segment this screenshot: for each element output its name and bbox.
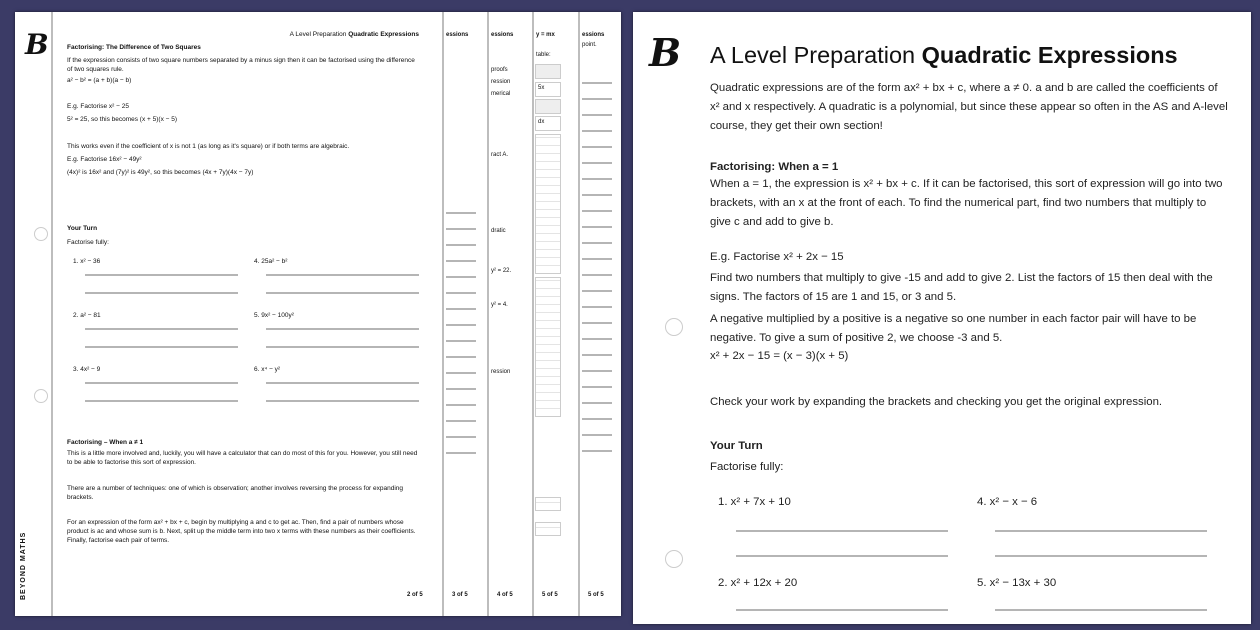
example: E.g. Factorise x² + 2x − 15: [710, 251, 844, 263]
answer-line: [582, 194, 612, 196]
answer-line: [582, 386, 612, 388]
answer-line: [266, 274, 419, 276]
question: 3. 4x² − 9: [73, 366, 101, 373]
page-title: A Level Preparation Quadratic Expressions: [710, 42, 1178, 68]
text-fragment: y² = 22.: [491, 268, 512, 274]
page-edge: [487, 12, 489, 616]
paragraph: Check your work by expanding the brackets and checking you get the original expression.: [710, 396, 1163, 408]
text-fragment: 5x: [538, 85, 545, 91]
answer-line: [582, 178, 612, 180]
question: 5. x² − 13x + 30: [977, 577, 1057, 589]
answer-line: [446, 404, 476, 406]
question: 4. x² − x − 6: [977, 496, 1038, 508]
paragraph: When a = 1, the expression is x² + bx + c. If it can be factorised, this sort of expression will go into two brackets, with an x at the front of each. To find the numerical part, find two numbers that multiply to give c and add to give b.: [710, 178, 1223, 228]
answer-line: [266, 400, 419, 402]
answer-line: [446, 436, 476, 438]
section-title: Factorising: The Difference of Two Squares: [67, 44, 201, 51]
brand-wordmark: BEYOND MATHS: [20, 531, 27, 600]
instruction: Factorise fully:: [67, 239, 109, 246]
page-number: 2 of 5: [407, 592, 423, 598]
text-fragment: ract A.: [491, 152, 509, 158]
page-number: 5 of 5: [542, 592, 558, 598]
paragraph: There are a number of techniques: one of which is observation; another involves reversing the process for expanding brackets.: [67, 485, 404, 501]
answer-line: [446, 340, 476, 342]
answer-line: [582, 274, 612, 276]
text-fragment: ression: [491, 369, 511, 375]
stacked-page-6[interactable]: [578, 12, 621, 616]
graph-grid: [535, 497, 561, 511]
table-cell: [535, 64, 561, 79]
answer-line: [582, 98, 612, 100]
stacked-page-4[interactable]: [487, 12, 532, 616]
question: 1. x² − 36: [73, 258, 101, 265]
answer-line: [266, 328, 419, 330]
answer-line: [995, 609, 1207, 611]
answer-line: [582, 242, 612, 244]
answer-line: [582, 322, 612, 324]
question: 6. x⁴ − y²: [254, 366, 281, 373]
page-header-fragment: y = mx: [536, 32, 555, 38]
table-cell: [535, 99, 561, 114]
your-turn-title: Your Turn: [710, 440, 763, 452]
answer-line: [582, 370, 612, 372]
answer-line: [582, 338, 612, 340]
text-fragment: ression: [491, 79, 511, 85]
answer-line: [582, 114, 612, 116]
punch-hole: [34, 227, 48, 241]
answer-line: [446, 324, 476, 326]
answer-line: [266, 292, 419, 294]
answer-line: [582, 290, 612, 292]
answer-line: [582, 226, 612, 228]
answer-line: [736, 609, 948, 611]
answer-line: [736, 530, 948, 532]
graph-grid: [535, 522, 561, 536]
answer-line: [85, 328, 238, 330]
punch-hole: [665, 550, 683, 568]
answer-line: [446, 452, 476, 454]
answer-line: [582, 402, 612, 404]
punch-hole: [665, 318, 683, 336]
example: E.g. Factorise 16x² − 49y²: [67, 156, 142, 163]
page-header-fragment: essions: [582, 32, 605, 38]
answer-line: [85, 274, 238, 276]
page-number: 3 of 5: [452, 592, 468, 598]
answer-line: [446, 388, 476, 390]
answer-line: [446, 260, 476, 262]
answer-line: [85, 346, 238, 348]
answer-line: [446, 244, 476, 246]
answer-line: [446, 212, 476, 214]
answer-line: [582, 354, 612, 356]
answer-line: [582, 258, 612, 260]
paragraph: This is a little more involved and, luckily, you will have a calculator that can do most of this for you. However, you still need to be able to factorise this sort of expression.: [67, 450, 418, 466]
page-number: 4 of 5: [497, 592, 513, 598]
text-fragment: dx: [538, 119, 545, 125]
beyond-logo: B: [25, 28, 49, 61]
example-solution: x² + 2x − 15 = (x − 3)(x + 5): [710, 350, 849, 362]
paragraph: This works even if the coefficient of x is not 1 (as long as it's square) or if both terms are algebraic.: [67, 143, 350, 150]
formula: a² − b² = (a + b)(a − b): [67, 77, 132, 84]
your-turn-title: Your Turn: [67, 225, 98, 232]
example-solution: 5² = 25, so this becomes (x + 5)(x − 5): [67, 116, 178, 123]
stacked-page-5[interactable]: [532, 12, 578, 616]
answer-line: [995, 555, 1207, 557]
text-fragment: proofs: [491, 67, 508, 73]
answer-line: [85, 292, 238, 294]
text-fragment: point.: [582, 42, 597, 48]
intro-paragraph: Quadratic expressions are of the form ax² + bx + c, where a ≠ 0. a and b are called the coefficients of x² and x respectively. A quadratic is a polynomial, but since these appear so often in the AS and A-level course, they get their own section!: [710, 82, 1228, 132]
page-edge: [442, 12, 444, 616]
punch-hole: [34, 389, 48, 403]
answer-line: [266, 346, 419, 348]
answer-line: [446, 308, 476, 310]
page-edge: [578, 12, 580, 616]
question: 4. 25a² − b²: [254, 258, 288, 265]
question: 5. 9x² − 100y²: [254, 312, 294, 319]
answer-line: [582, 210, 612, 212]
answer-line: [736, 555, 948, 557]
paragraph: A negative multiplied by a positive is a negative so one number in each factor pair will have to be negative. To give a sum of positive 2, we choose -3 and 5.: [710, 313, 1197, 344]
page-edge: [532, 12, 534, 616]
answer-line: [85, 400, 238, 402]
stacked-page-3[interactable]: [442, 12, 487, 616]
answer-line: [582, 450, 612, 452]
answer-line: [582, 418, 612, 420]
answer-line: [446, 276, 476, 278]
question: 2. x² + 12x + 20: [718, 577, 798, 589]
page-header-fragment: essions: [491, 32, 514, 38]
question: 1. x² + 7x + 10: [718, 496, 791, 508]
answer-line: [446, 292, 476, 294]
answer-line: [582, 306, 612, 308]
text-fragment: merical: [491, 91, 511, 97]
text-fragment: dratic: [491, 228, 506, 234]
graph-grid: [535, 134, 561, 274]
section-title: Factorising: When a = 1: [710, 161, 839, 173]
answer-line: [582, 146, 612, 148]
beyond-logo: B: [649, 30, 682, 75]
margin-line: [51, 12, 53, 616]
answer-line: [446, 356, 476, 358]
paragraph: Find two numbers that multiply to give -15 and add to give 2. List the factors of 15 then deal with the signs. The factors of 15 are 1 and 15, or 3 and 5.: [710, 272, 1213, 303]
paragraph: For an expression of the form ax² + bx + c, begin by multiplying a and c to get ac. Then, find a pair of numbers whose product is ac and whose sum is b. Next, split up the middle term into two x terms with these numbers as their coefficients. Finally, factorise each pair of terms.: [67, 519, 416, 544]
answer-line: [582, 434, 612, 436]
question: 2. a² − 81: [73, 312, 101, 319]
page-number: 5 of 5: [588, 592, 604, 598]
page-header-fragment: essions: [446, 32, 469, 38]
section-title: Factorising – When a ≠ 1: [67, 439, 144, 446]
left-page-preview[interactable]: [15, 12, 621, 616]
answer-line: [85, 382, 238, 384]
paragraph: If the expression consists of two square numbers separated by a minus sign then it can be factorised using the difference of two squares rule.: [67, 57, 415, 73]
right-page-preview[interactable]: [633, 12, 1251, 624]
answer-line: [446, 228, 476, 230]
answer-line: [582, 130, 612, 132]
text-fragment: y² = 4.: [491, 302, 508, 308]
answer-line: [446, 420, 476, 422]
answer-line: [582, 82, 612, 84]
instruction: Factorise fully:: [710, 461, 784, 473]
example-solution: (4x)² is 16x² and (7y)² is 49y², so this becomes (4x + 7y)(4x − 7y): [67, 169, 254, 176]
page-header: A Level Preparation Quadratic Expressions: [289, 31, 419, 38]
text-fragment: table:: [536, 52, 551, 58]
graph-grid: [535, 277, 561, 417]
answer-line: [995, 530, 1207, 532]
example: E.g. Factorise x² − 25: [67, 103, 129, 110]
answer-line: [266, 382, 419, 384]
answer-line: [446, 372, 476, 374]
answer-line: [582, 162, 612, 164]
